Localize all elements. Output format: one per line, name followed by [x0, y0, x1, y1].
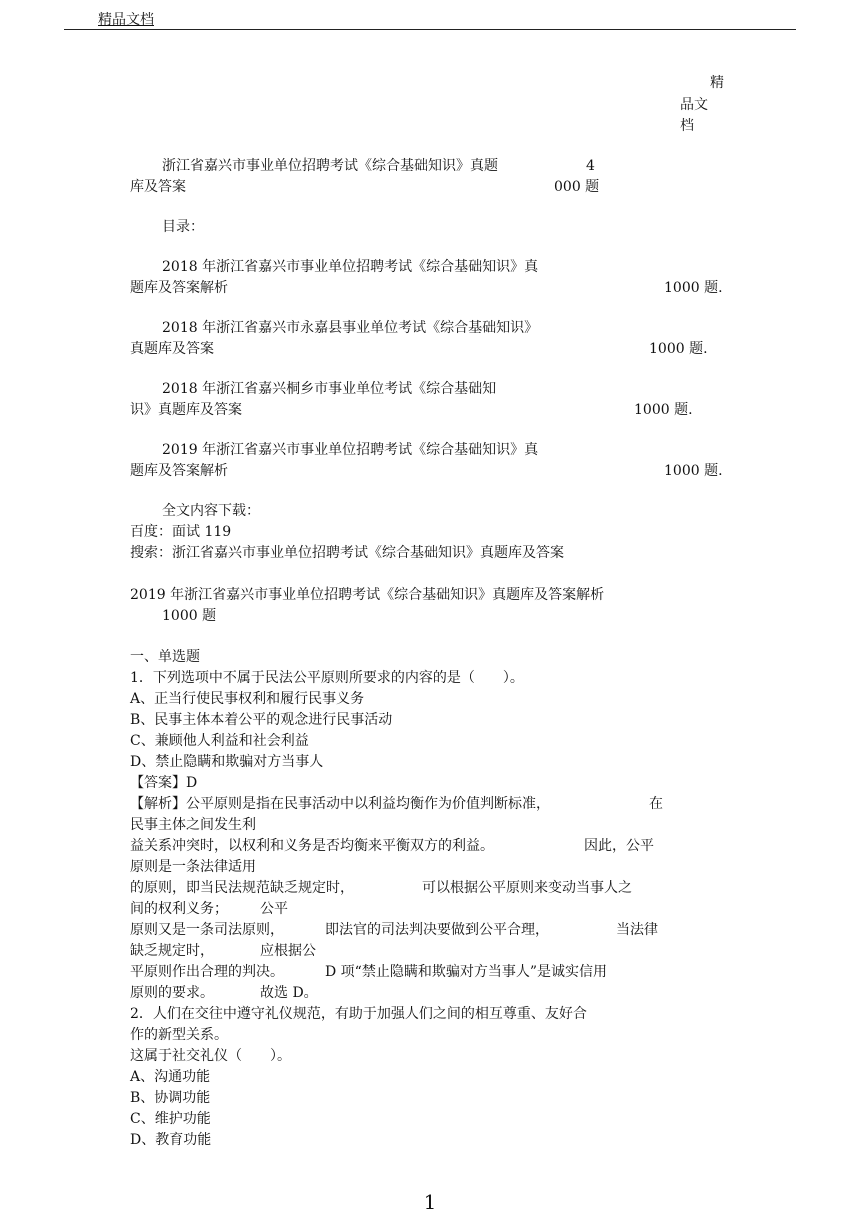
- download-heading: 全文内容下载：: [162, 503, 260, 519]
- search-line: 搜索：浙江省嘉兴市事业单位招聘考试《综合基础知识》真题库及答案: [130, 545, 564, 561]
- toc-entry-4-line-2[interactable]: 题库及答案解析: [130, 463, 228, 479]
- page-number: 1: [423, 1190, 437, 1214]
- q1-analysis-seg: 【解析】公平原则是指在民事活动中以利益均衡作为价值判断标准，: [130, 796, 550, 812]
- q1-option-d: D、禁止隐瞒和欺骗对方当事人: [130, 754, 324, 770]
- q2-option-a: A、沟通功能: [130, 1069, 211, 1085]
- part-heading: 一、单选题: [130, 649, 200, 665]
- watermark-line-3: 档: [680, 118, 694, 134]
- q1-option-a: A、正当行使民事权利和履行民事义务: [130, 691, 365, 707]
- section-title-line-1: 2019 年浙江省嘉兴市事业单位招聘考试《综合基础知识》真题库及答案解析: [130, 587, 605, 603]
- doc-title-line-1: 浙江省嘉兴市事业单位招聘考试《综合基础知识》真题: [162, 158, 498, 174]
- toc-heading: 目录：: [162, 219, 204, 235]
- q1-analysis-seg: 平原则作出合理的判决。: [130, 964, 284, 980]
- toc-entry-3-count: 1000 题.: [634, 402, 693, 418]
- q1-analysis-seg: 应根据公: [260, 943, 316, 959]
- toc-entry-3-line-1[interactable]: 2018 年浙江省嘉兴桐乡市事业单位考试《综合基础知: [162, 381, 497, 397]
- toc-entry-2-line-1[interactable]: 2018 年浙江省嘉兴市永嘉县事业单位考试《综合基础知识》: [162, 320, 539, 336]
- toc-entry-4-line-1[interactable]: 2019 年浙江省嘉兴市事业单位招聘考试《综合基础知识》真: [162, 442, 539, 458]
- q1-analysis-seg: 当法律: [616, 922, 658, 938]
- q1-analysis-seg: 原则又是一条司法原则，: [130, 922, 284, 938]
- doc-title-number-2: 000 题: [554, 179, 600, 195]
- watermark-line-2: 品文: [680, 97, 708, 113]
- q2-stem-line-3: 这属于社交礼仪（ ）。: [130, 1048, 291, 1064]
- q2-option-d: D、教育功能: [130, 1132, 212, 1148]
- q1-analysis-seg: 公平: [260, 901, 288, 917]
- q1-option-c: C、兼顾他人利益和社会利益: [130, 733, 309, 749]
- section-title-line-2: 1000 题: [162, 608, 217, 624]
- toc-entry-2-line-2[interactable]: 真题库及答案: [130, 341, 214, 357]
- q1-analysis-seg: 益关系冲突时，以权利和义务是否均衡来平衡双方的利益。: [130, 838, 494, 854]
- toc-entry-3-line-2[interactable]: 识》真题库及答案: [130, 402, 242, 418]
- q1-option-b: B、民事主体本着公平的观念进行民事活动: [130, 712, 393, 728]
- q1-analysis-seg: 可以根据公平原则来变动当事人之: [422, 880, 632, 896]
- toc-entry-1-line-2[interactable]: 题库及答案解析: [130, 280, 228, 296]
- q1-analysis-seg: 原则是一条法律适用: [130, 859, 256, 875]
- doc-title-line-2: 库及答案: [130, 179, 186, 195]
- running-header: 精品文档: [98, 12, 154, 28]
- q1-analysis-seg: 故选 D。: [260, 985, 318, 1001]
- q1-analysis-seg: 在: [649, 796, 663, 812]
- q2-stem-line-1: 2．人们在交往中遵守礼仪规范，有助于加强人们之间的相互尊重、友好合: [130, 1006, 587, 1022]
- doc-title-number-1: 4: [586, 158, 595, 174]
- watermark-line-1: 精: [710, 75, 724, 91]
- q1-analysis-seg: 的原则，即当民法规范缺乏规定时，: [130, 880, 354, 896]
- header-rule: [64, 29, 796, 30]
- q1-analysis-seg: D 项“禁止隐瞒和欺骗对方当事人”是诚实信用: [325, 964, 607, 980]
- q2-option-c: C、维护功能: [130, 1111, 211, 1127]
- q1-answer: 【答案】D: [130, 775, 198, 791]
- q1-analysis-seg: 原则的要求。: [130, 985, 214, 1001]
- toc-entry-1-line-1[interactable]: 2018 年浙江省嘉兴市事业单位招聘考试《综合基础知识》真: [162, 259, 539, 275]
- q1-stem: 1．下列选项中不属于民法公平原则所要求的内容的是（ ）。: [130, 670, 524, 686]
- toc-entry-1-count: 1000 题.: [664, 280, 723, 296]
- toc-entry-2-count: 1000 题.: [649, 341, 708, 357]
- q1-analysis-seg: 缺乏规定时，: [130, 943, 214, 959]
- q1-analysis-seg: 因此，公平: [584, 838, 654, 854]
- q1-analysis-seg: 民事主体之间发生利: [130, 817, 256, 833]
- baidu-line: 百度：面试 119: [130, 524, 232, 540]
- q2-option-b: B、协调功能: [130, 1090, 211, 1106]
- q1-analysis-seg: 即法官的司法判决要做到公平合理，: [325, 922, 549, 938]
- toc-entry-4-count: 1000 题.: [664, 463, 723, 479]
- q1-analysis-seg: 间的权利义务；: [130, 901, 228, 917]
- q2-stem-line-2: 作的新型关系。: [130, 1027, 228, 1043]
